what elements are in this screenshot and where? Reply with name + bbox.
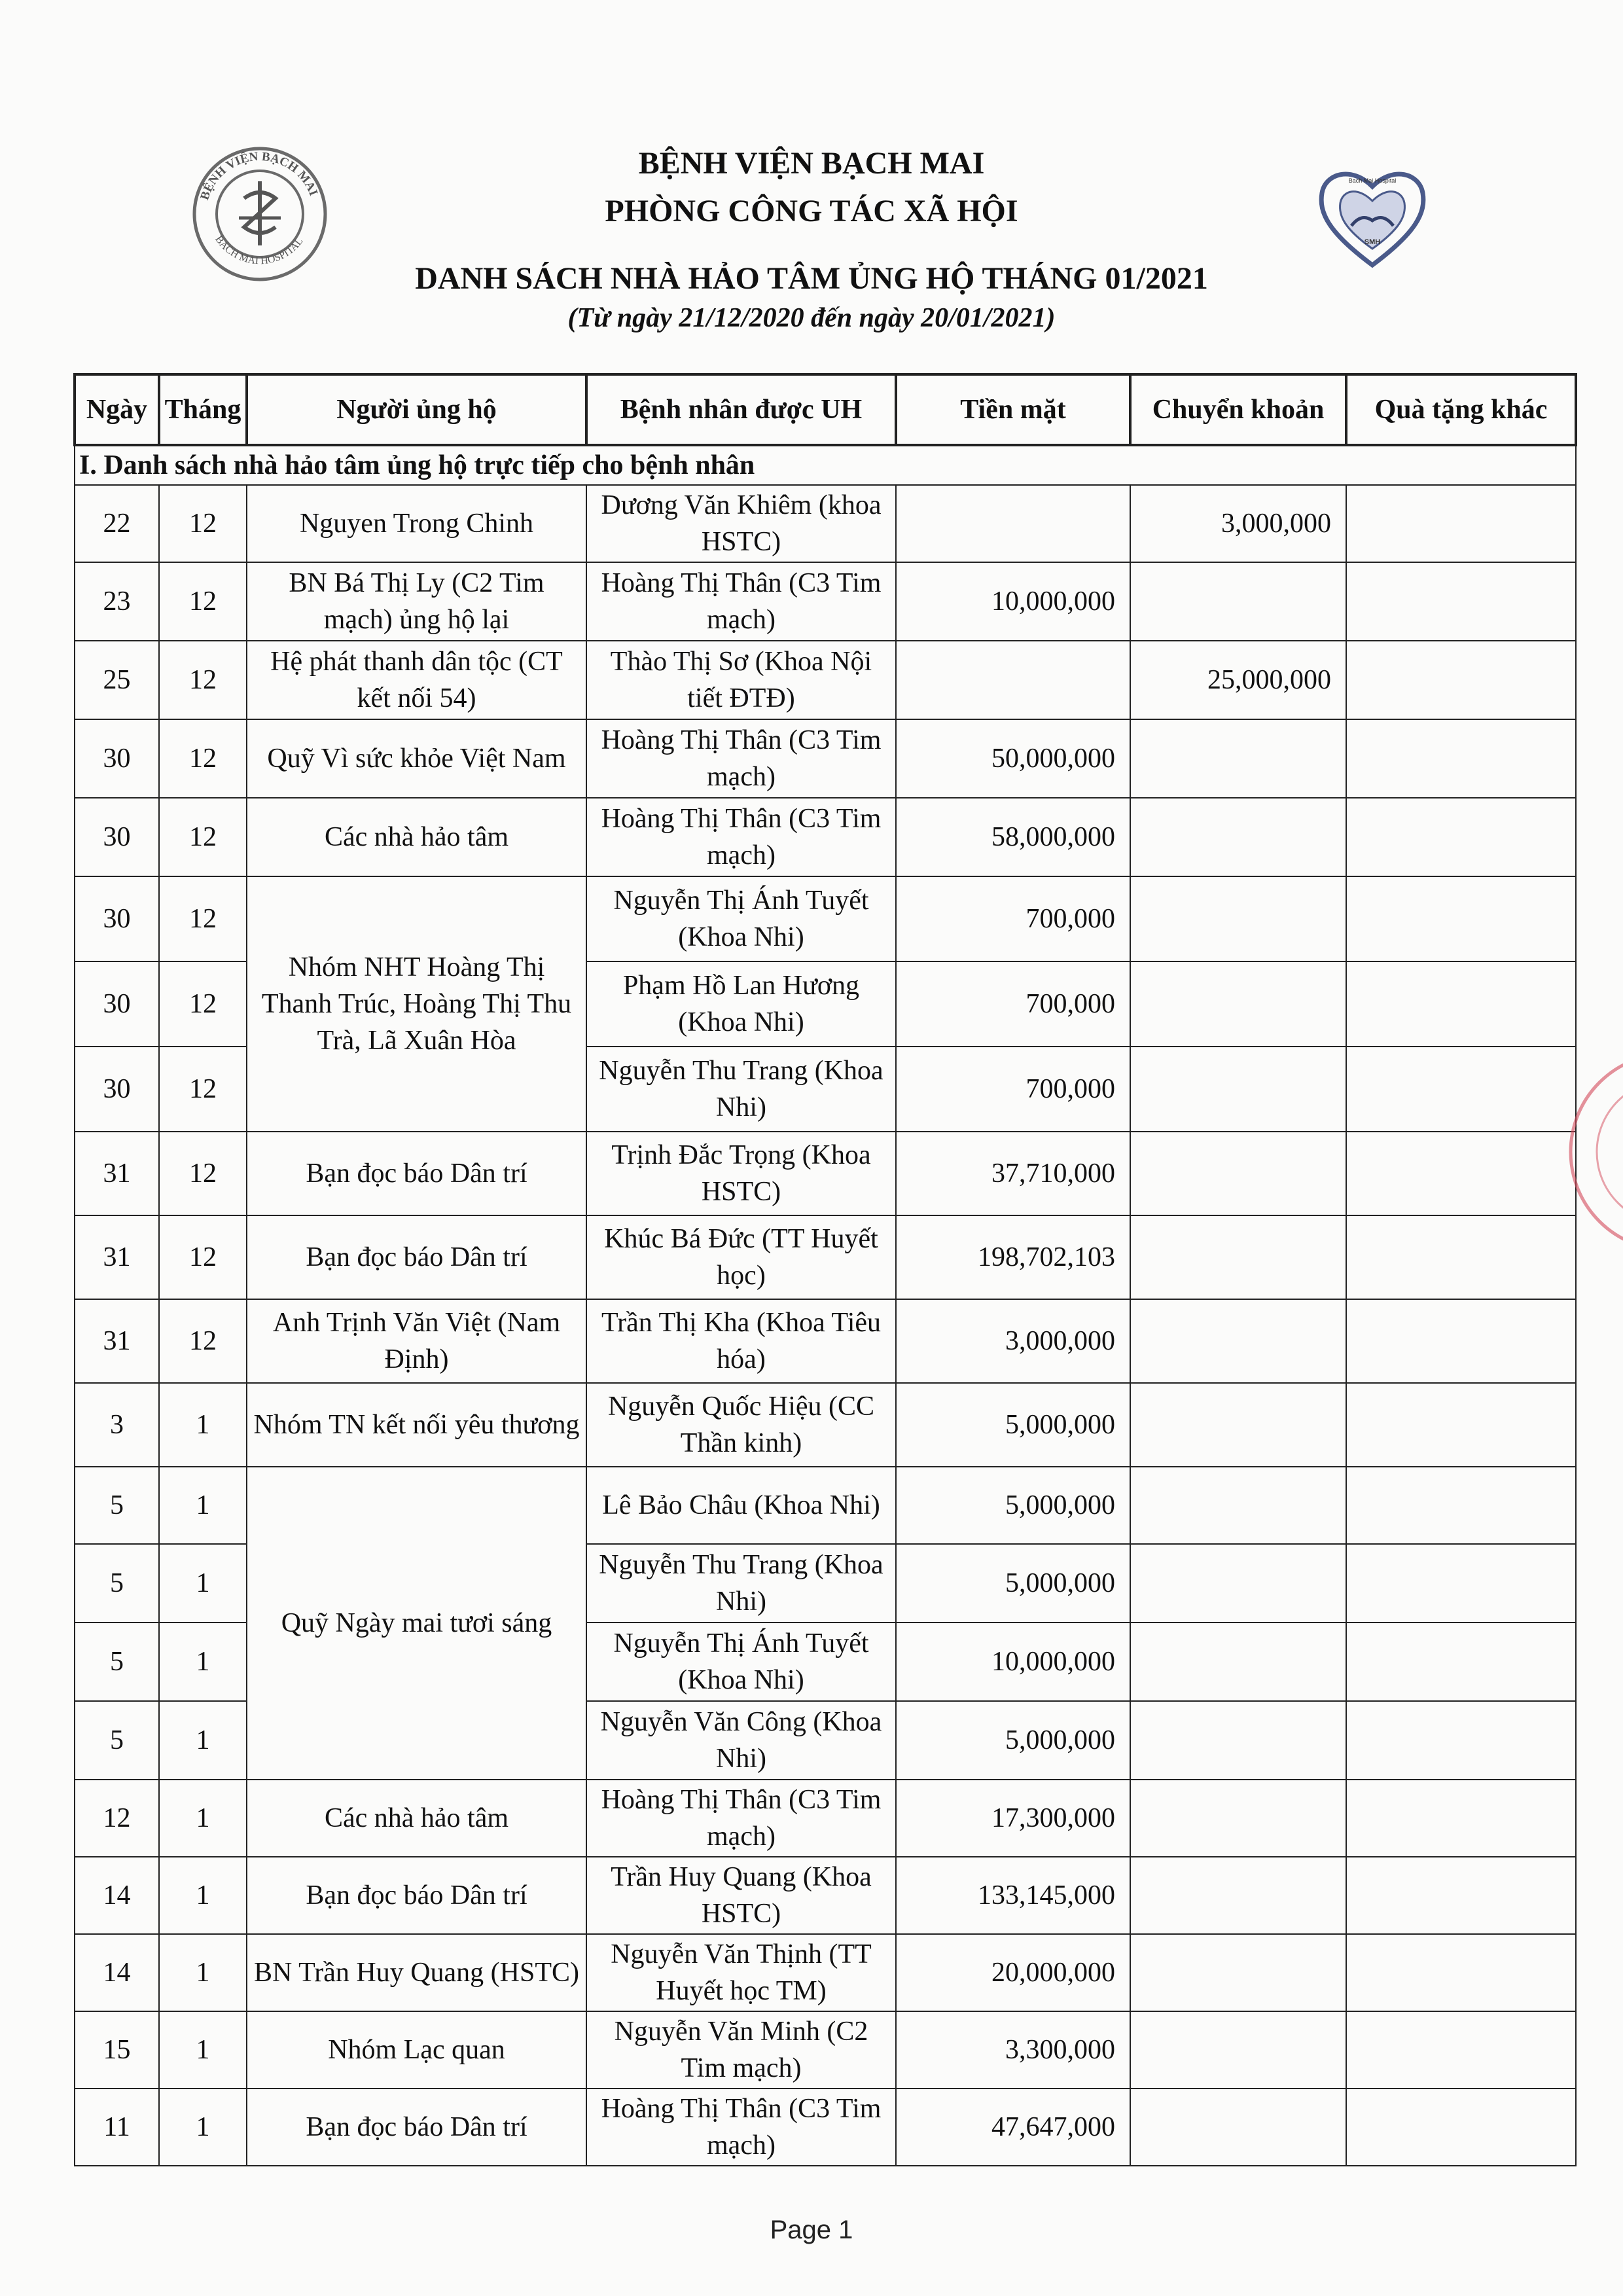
cell-day: 30 [75, 798, 159, 876]
logo-right-bottom-text: SMH [1364, 238, 1381, 246]
logo-right-top-text: Bach Mai Hospital [1348, 177, 1397, 184]
cell-month: 12 [159, 641, 247, 719]
cell-day: 15 [75, 2011, 159, 2089]
cell-gift [1346, 1215, 1576, 1299]
cell-gift [1346, 961, 1576, 1047]
cell-day: 30 [75, 961, 159, 1047]
table-row [75, 641, 1576, 719]
table-row [75, 1132, 1576, 1215]
cell-month: 1 [159, 1934, 247, 2011]
table-row [75, 2089, 1576, 2166]
cell-patient: Trần Thị Kha (Khoa Tiêu hóa) [586, 1299, 896, 1383]
cell-donor: Bạn đọc báo Dân trí [247, 1132, 586, 1215]
cell-month: 1 [159, 1544, 247, 1623]
cell-month: 1 [159, 1857, 247, 1934]
cell-month: 1 [159, 1780, 247, 1857]
section-row [75, 445, 1576, 485]
cell-cash: 20,000,000 [896, 1934, 1130, 2011]
cell-gift [1346, 1857, 1576, 1934]
table-row [75, 485, 1576, 562]
cell-patient: Khúc Bá Đức (TT Huyết học) [586, 1215, 896, 1299]
cell-month: 12 [159, 485, 247, 562]
cell-cash: 3,000,000 [896, 1299, 1130, 1383]
cell-cash [896, 485, 1130, 562]
cell-transfer [1130, 961, 1346, 1047]
cell-donor: Nhóm NHT Hoàng Thị Thanh Trúc, Hoàng Thị Thu Trà, Lã Xuân Hòa [247, 876, 586, 1132]
cell-cash: 700,000 [896, 876, 1130, 961]
cell-day: 14 [75, 1934, 159, 2011]
cell-day: 12 [75, 1780, 159, 1857]
cell-day: 11 [75, 2089, 159, 2166]
cell-transfer: 25,000,000 [1130, 641, 1346, 719]
cell-gift [1346, 798, 1576, 876]
cell-day: 30 [75, 719, 159, 798]
table-row [75, 719, 1576, 798]
cell-patient: Trần Huy Quang (Khoa HSTC) [586, 1857, 896, 1934]
cell-patient: Dương Văn Khiêm (khoa HSTC) [586, 485, 896, 562]
cell-donor: Bạn đọc báo Dân trí [247, 1215, 586, 1299]
col-header-cash: Tiền mặt [896, 374, 1130, 445]
cell-day: 31 [75, 1132, 159, 1215]
table-row [75, 1383, 1576, 1467]
red-stamp-fragment [1544, 1034, 1623, 1270]
cell-month: 12 [159, 1047, 247, 1132]
cell-cash: 10,000,000 [896, 1623, 1130, 1701]
cell-transfer [1130, 1544, 1346, 1623]
cell-day: 30 [75, 1047, 159, 1132]
document-period: (Từ ngày 21/12/2020 đến ngày 20/01/2021) [567, 303, 1056, 333]
cell-month: 12 [159, 719, 247, 798]
donor-table [73, 373, 1577, 2166]
cell-donor: BN Bá Thị Ly (C2 Tim mạch) ủng hộ lại [247, 562, 586, 641]
col-header-donor: Người ủng hộ [247, 374, 586, 445]
cell-day: 22 [75, 485, 159, 562]
table-row [75, 562, 1576, 641]
cell-cash: 700,000 [896, 961, 1130, 1047]
cell-cash: 37,710,000 [896, 1132, 1130, 1215]
cell-month: 12 [159, 961, 247, 1047]
cell-gift [1346, 1299, 1576, 1383]
cell-gift [1346, 1780, 1576, 1857]
cell-month: 1 [159, 1467, 247, 1544]
cell-gift [1346, 562, 1576, 641]
cell-patient: Nguyễn Văn Minh (C2 Tim mạch) [586, 2011, 896, 2089]
cell-donor: Anh Trịnh Văn Việt (Nam Định) [247, 1299, 586, 1383]
cell-gift [1346, 1467, 1576, 1544]
cell-gift [1346, 641, 1576, 719]
cell-patient: Hoàng Thị Thân (C3 Tim mạch) [586, 562, 896, 641]
cell-transfer [1130, 1299, 1346, 1383]
cell-gift [1346, 1934, 1576, 2011]
cell-day: 5 [75, 1467, 159, 1544]
cell-transfer [1130, 2011, 1346, 2089]
cell-cash: 5,000,000 [896, 1544, 1130, 1623]
cell-day: 25 [75, 641, 159, 719]
cell-gift [1346, 1047, 1576, 1132]
cell-transfer [1130, 876, 1346, 961]
cell-cash: 47,647,000 [896, 2089, 1130, 2166]
department-name: PHÒNG CÔNG TÁC XÃ HỘI [605, 194, 1018, 228]
cell-donor: Hệ phát thanh dân tộc (CT kết nối 54) [247, 641, 586, 719]
cell-transfer: 3,000,000 [1130, 485, 1346, 562]
cell-donor: Các nhà hảo tâm [247, 798, 586, 876]
col-header-transfer: Chuyển khoản [1130, 374, 1346, 445]
col-header-patient: Bệnh nhân được UH [586, 374, 896, 445]
cell-transfer [1130, 1383, 1346, 1467]
table-row [75, 1215, 1576, 1299]
cell-donor: Bạn đọc báo Dân trí [247, 2089, 586, 2166]
cell-month: 12 [159, 876, 247, 961]
cell-donor: Bạn đọc báo Dân trí [247, 1857, 586, 1934]
cell-donor: Các nhà hảo tâm [247, 1780, 586, 1857]
cell-cash: 133,145,000 [896, 1857, 1130, 1934]
page-number: Page 1 [770, 2215, 853, 2244]
cell-patient: Nguyễn Thị Ánh Tuyết (Khoa Nhi) [586, 1623, 896, 1701]
cell-patient: Hoàng Thị Thân (C3 Tim mạch) [586, 798, 896, 876]
cell-patient: Hoàng Thị Thân (C3 Tim mạch) [586, 719, 896, 798]
cell-gift [1346, 719, 1576, 798]
cell-donor: Quỹ Ngày mai tươi sáng [247, 1467, 586, 1780]
cell-gift [1346, 1623, 1576, 1701]
cell-cash: 10,000,000 [896, 562, 1130, 641]
table-row [75, 876, 1576, 961]
cell-patient: Nguyễn Văn Thịnh (TT Huyết học TM) [586, 1934, 896, 2011]
cell-gift [1346, 485, 1576, 562]
table-row [75, 798, 1576, 876]
table-row [75, 1780, 1576, 1857]
cell-transfer [1130, 1215, 1346, 1299]
cell-patient: Phạm Hồ Lan Hương (Khoa Nhi) [586, 961, 896, 1047]
cell-day: 31 [75, 1299, 159, 1383]
cell-cash: 5,000,000 [896, 1467, 1130, 1544]
cell-transfer [1130, 2089, 1346, 2166]
cell-cash: 5,000,000 [896, 1701, 1130, 1780]
section-title: I. Danh sách nhà hảo tâm ủng hộ trực tiếp cho bệnh nhân [75, 445, 1576, 485]
cell-donor: Nhóm Lạc quan [247, 2011, 586, 2089]
cell-patient: Nguyễn Thị Ánh Tuyết (Khoa Nhi) [586, 876, 896, 961]
cell-day: 30 [75, 876, 159, 961]
cell-month: 12 [159, 1215, 247, 1299]
table-header-row [75, 374, 1576, 445]
cell-cash: 5,000,000 [896, 1383, 1130, 1467]
table-row [75, 2011, 1576, 2089]
cell-patient: Hoàng Thị Thân (C3 Tim mạch) [586, 1780, 896, 1857]
cell-transfer [1130, 1047, 1346, 1132]
cell-month: 1 [159, 2011, 247, 2089]
cell-cash: 50,000,000 [896, 719, 1130, 798]
logo-left-top-text: BỆNH VIỆN BẠCH MAI [198, 149, 321, 202]
cell-cash: 3,300,000 [896, 2011, 1130, 2089]
cell-cash: 17,300,000 [896, 1780, 1130, 1857]
cell-gift [1346, 1701, 1576, 1780]
cell-transfer [1130, 1701, 1346, 1780]
cell-transfer [1130, 798, 1346, 876]
cell-patient: Thào Thị Sơ (Khoa Nội tiết ĐTĐ) [586, 641, 896, 719]
cell-transfer [1130, 719, 1346, 798]
hospital-name: BỆNH VIỆN BẠCH MAI [638, 146, 985, 181]
cell-transfer [1130, 1934, 1346, 2011]
cell-day: 3 [75, 1383, 159, 1467]
cell-month: 1 [159, 2089, 247, 2166]
cell-day: 31 [75, 1215, 159, 1299]
cell-month: 12 [159, 798, 247, 876]
cell-donor: Nhóm TN kết nối yêu thương [247, 1383, 586, 1467]
cell-patient: Nguyễn Văn Công (Khoa Nhi) [586, 1701, 896, 1780]
cell-month: 1 [159, 1383, 247, 1467]
cell-transfer [1130, 1780, 1346, 1857]
cell-patient: Nguyễn Quốc Hiệu (CC Thần kinh) [586, 1383, 896, 1467]
col-header-day: Ngày [75, 374, 159, 445]
cell-gift [1346, 876, 1576, 961]
cell-gift [1346, 1132, 1576, 1215]
cell-day: 5 [75, 1701, 159, 1780]
table-row [75, 1934, 1576, 2011]
cell-cash: 198,702,103 [896, 1215, 1130, 1299]
cell-transfer [1130, 562, 1346, 641]
cell-patient: Hoàng Thị Thân (C3 Tim mạch) [586, 2089, 896, 2166]
cell-transfer [1130, 1623, 1346, 1701]
cell-patient: Trịnh Đắc Trọng (Khoa HSTC) [586, 1132, 896, 1215]
table-row [75, 1857, 1576, 1934]
cell-gift [1346, 2011, 1576, 2089]
cell-month: 12 [159, 1299, 247, 1383]
cell-gift [1346, 2089, 1576, 2166]
cell-donor: BN Trần Huy Quang (HSTC) [247, 1934, 586, 2011]
table-row [75, 1299, 1576, 1383]
cell-cash: 58,000,000 [896, 798, 1130, 876]
cell-day: 23 [75, 562, 159, 641]
cell-cash [896, 641, 1130, 719]
cell-transfer [1130, 1857, 1346, 1934]
cell-transfer [1130, 1467, 1346, 1544]
cell-day: 5 [75, 1544, 159, 1623]
cell-patient: Nguyễn Thu Trang (Khoa Nhi) [586, 1047, 896, 1132]
cell-donor: Quỹ Vì sức khỏe Việt Nam [247, 719, 586, 798]
cell-day: 14 [75, 1857, 159, 1934]
cell-cash: 700,000 [896, 1047, 1130, 1132]
cell-month: 12 [159, 562, 247, 641]
document-title: DANH SÁCH NHÀ HẢO TÂM ỦNG HỘ THÁNG 01/2021 [415, 261, 1208, 296]
cell-donor: Nguyen Trong Chinh [247, 485, 586, 562]
cell-month: 1 [159, 1701, 247, 1780]
table-row [75, 1467, 1576, 1544]
cell-gift [1346, 1383, 1576, 1467]
cell-patient: Nguyễn Thu Trang (Khoa Nhi) [586, 1544, 896, 1623]
cell-patient: Lê Bảo Châu (Khoa Nhi) [586, 1467, 896, 1544]
cell-month: 12 [159, 1132, 247, 1215]
col-header-gift: Quà tặng khác [1346, 374, 1576, 445]
cell-month: 1 [159, 1623, 247, 1701]
logo-left-bottom-text: BACH MAI HOSPITAL [213, 234, 306, 267]
col-header-month: Tháng [159, 374, 247, 445]
cell-transfer [1130, 1132, 1346, 1215]
cell-gift [1346, 1544, 1576, 1623]
cell-day: 5 [75, 1623, 159, 1701]
